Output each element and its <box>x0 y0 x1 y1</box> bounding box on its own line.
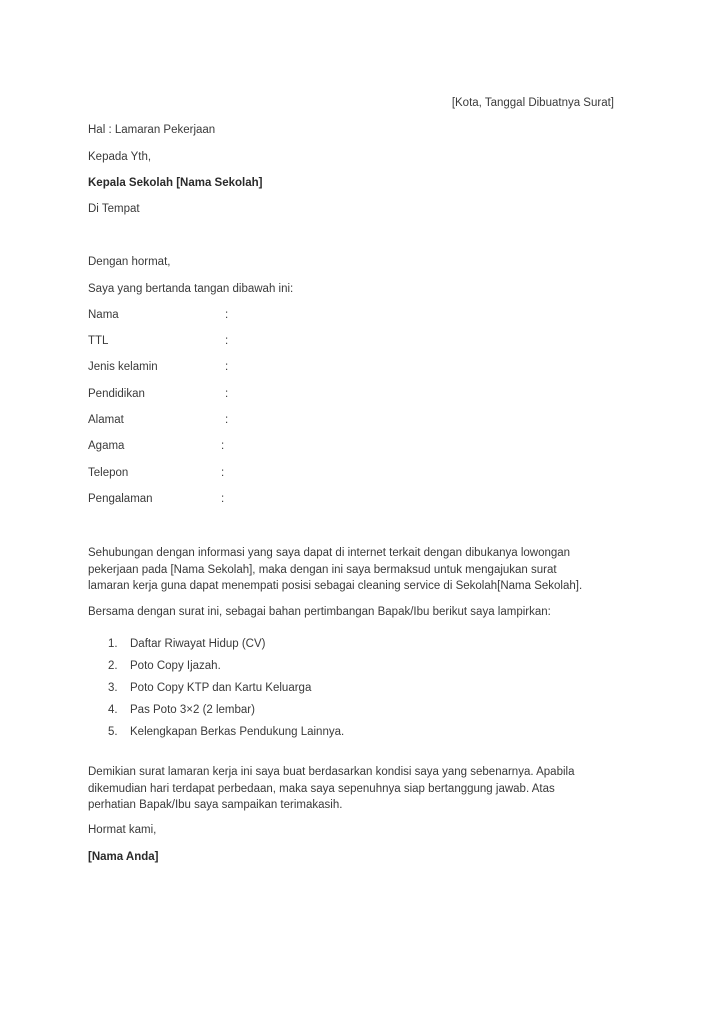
field-colon: : <box>225 388 229 400</box>
field-row <box>88 361 288 377</box>
list-number: 1. <box>108 638 118 650</box>
field-label: Pendidikan <box>88 388 145 400</box>
field-label: Telepon <box>88 467 129 479</box>
field-row <box>88 388 288 404</box>
closing-paragraph <box>88 764 628 814</box>
subject-line: Hal : Lamaran Pekerjaan <box>88 124 216 136</box>
list-number: 2. <box>108 660 118 672</box>
field-row <box>88 493 288 509</box>
sender-name: [Nama Anda] <box>88 851 159 863</box>
field-colon: : <box>225 335 229 347</box>
field-row <box>88 309 288 325</box>
field-row <box>88 440 288 456</box>
field-label: Jenis kelamin <box>88 361 158 373</box>
paragraph-line: Demikian surat lamaran kerja ini saya buat berdasarkan kondisi saya yang sebenarnya. Apabila <box>88 766 575 778</box>
list-text: Poto Copy Ijazah. <box>130 660 221 672</box>
field-label: Agama <box>88 440 125 452</box>
field-label: Pengalaman <box>88 493 153 505</box>
field-row <box>88 467 288 483</box>
attachment-intro: Bersama dengan surat ini, sebagai bahan pertimbangan Bapak/Ibu berikut saya lampirkan: <box>88 606 551 618</box>
attachment-list <box>108 638 344 748</box>
list-number: 5. <box>108 726 118 738</box>
field-label: Nama <box>88 309 119 321</box>
list-text: Pas Poto 3×2 (2 lembar) <box>130 704 255 716</box>
field-label: Alamat <box>88 414 124 426</box>
field-row <box>88 414 288 430</box>
recipient: Kepala Sekolah [Nama Sekolah] <box>88 177 263 189</box>
list-item <box>108 726 344 748</box>
list-text: Poto Copy KTP dan Kartu Keluarga <box>130 682 312 694</box>
sign-off: Hormat kami, <box>88 824 157 836</box>
list-number: 4. <box>108 704 118 716</box>
field-colon: : <box>221 467 225 479</box>
list-item <box>108 638 344 660</box>
location: Di Tempat <box>88 203 140 215</box>
intro-text: Saya yang bertanda tangan dibawah ini: <box>88 283 294 295</box>
list-text: Kelengkapan Berkas Pendukung Lainnya. <box>130 726 345 738</box>
paragraph-line: lamaran kerja guna dapat menempati posisi sebagai cleaning service di Sekolah[Nama Sekolah]. <box>88 580 583 592</box>
field-colon: : <box>221 493 225 505</box>
list-item <box>108 660 344 682</box>
field-colon: : <box>221 440 225 452</box>
field-row <box>88 335 288 351</box>
list-item <box>108 704 344 726</box>
field-label: TTL <box>88 335 109 347</box>
field-colon: : <box>225 414 229 426</box>
list-number: 3. <box>108 682 118 694</box>
paragraph-line: perhatian Bapak/Ibu saya sampaikan terimakasih. <box>88 799 343 811</box>
date-place: [Kota, Tanggal Dibuatnya Surat] <box>451 97 614 109</box>
paragraph-line: dikemudian hari terdapat perbedaan, maka saya sepenuhnya siap bertanggung jawab. Atas <box>88 782 555 795</box>
paragraph-line: pekerjaan pada [Nama Sekolah], maka dengan ini saya bermaksud untuk mengajukan surat <box>88 563 557 576</box>
greeting: Dengan hormat, <box>88 256 171 268</box>
body-paragraph <box>88 545 628 595</box>
paragraph-line: Sehubungan dengan informasi yang saya dapat di internet terkait dengan dibukanya lowongan <box>88 547 571 559</box>
list-text: Daftar Riwayat Hidup (CV) <box>130 638 266 650</box>
list-item <box>108 682 344 704</box>
field-colon: : <box>225 361 229 373</box>
to-line: Kepada Yth, <box>88 151 152 163</box>
field-colon: : <box>225 309 229 321</box>
